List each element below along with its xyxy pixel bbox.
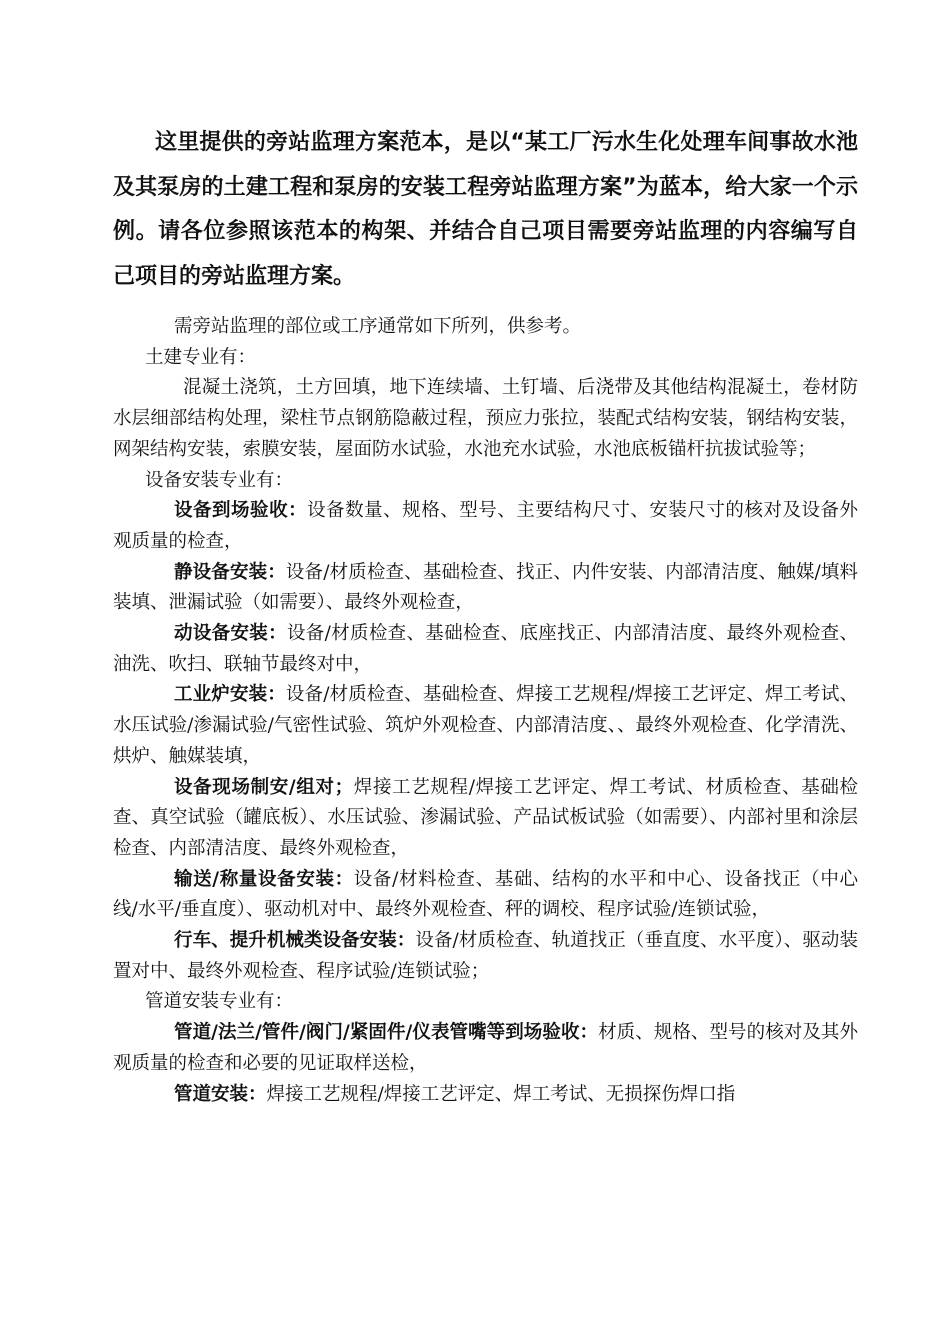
reference-note: 需旁站监理的部位或工序通常如下所列，供参考。 [174,316,582,337]
piping-item [113,1080,858,1111]
civil-section-text: 混凝土浇筑，土方回填，地下连续墙、土钉墙、后浇带及其他结构混凝土，卷材防水层细部结构处理，梁柱节点钢筋隐蔽过程，预应力张拉，装配式结构安装，钢结构安装，网架结构安装，索膜安装，屋面防水试验，水池充水试验，水池底板锚杆抗拔试验等； [113,377,858,460]
item-term: 动设备安装： [174,623,287,645]
document-body [113,312,858,1110]
item-text: 焊接工艺规程/焊接工艺评定、焊工考试、材质检查、基础检查、真空试验（罐底板）、水压试验、渗漏试验、产品试板试验（如需要）、内部衬里和涂层检查、内部清洁度、最终外观检查， [113,776,858,859]
item-text: 设备数量、规格、型号、主要结构尺寸、安装尺寸的核对及设备外观质量的检查， [113,500,858,552]
item-text: 材质、规格、型号的核对及其外观质量的检查和必要的见证取样送检， [113,1022,858,1074]
item-text: 设备/材质检查、基础检查、底座找正、内部清洁度、最终外观检查、油洗、吹扫、联轴节最终对中， [113,623,858,675]
equipment-section-title: 设备安装专业有： [145,469,294,491]
item-term: 输送/称量设备安装： [174,868,354,890]
item-term: 工业炉安装： [174,684,286,706]
piping-item [113,1018,858,1079]
item-text: 设备/材质检查、基础检查、焊接工艺规程/焊接工艺评定、焊工考试、水压试验/渗漏试验/气密性试验、筑炉外观检查、内部清洁度、、最终外观检查、化学清洗、烘炉、触媒装填， [113,684,858,767]
equipment-item [113,865,858,926]
item-term: 静设备安装： [174,561,286,583]
item-term: 设备到场验收： [174,500,308,522]
piping-section-title: 管道安装专业有： [145,991,294,1013]
equipment-item [113,496,858,557]
equipment-item [113,926,858,987]
item-term: 行车、提升机械类设备安装： [174,930,416,952]
item-text: 设备/材质检查、轨道找正（垂直度、水平度）、驱动装置对中、最终外观检查、程序试验/连锁试验； [113,930,858,982]
equipment-item [113,680,858,772]
item-text: 设备/材料检查、基础、结构的水平和中心、设备找正（中心线/水平/垂直度）、驱动机对中、最终外观检查、秤的调校、程序试验/连锁试验， [113,868,858,921]
item-text: 设备/材质检查、基础检查、找正、内件安装、内部清洁度、触媒/填料装填、泄漏试验（如需要）、最终外观检查， [113,561,858,614]
intro-paragraph: 这里提供的旁站监理方案范本，是以“某工厂污水生化处理车间事故水池及其泵房的土建工程和泵房的安装工程旁站监理方案”为蓝本，给大家一个示例。请各位参照该范本的构架、并结合自己项目需要旁站监理的内容编写自己项目的旁站监理方案。 [113,130,858,289]
item-term: 管道/法兰/管件/阀门/紧固件/仪表管嘴等到场验收： [174,1022,599,1044]
equipment-item [113,558,858,619]
equipment-item [113,773,858,865]
civil-section-title: 土建专业有： [145,346,257,368]
item-text: 焊接工艺规程/焊接工艺评定、焊工考试、无损探伤焊口指 [266,1083,736,1105]
item-term: 管道安装： [174,1083,267,1105]
item-term: 设备现场制安/组对； [174,776,354,798]
equipment-item [113,619,858,680]
